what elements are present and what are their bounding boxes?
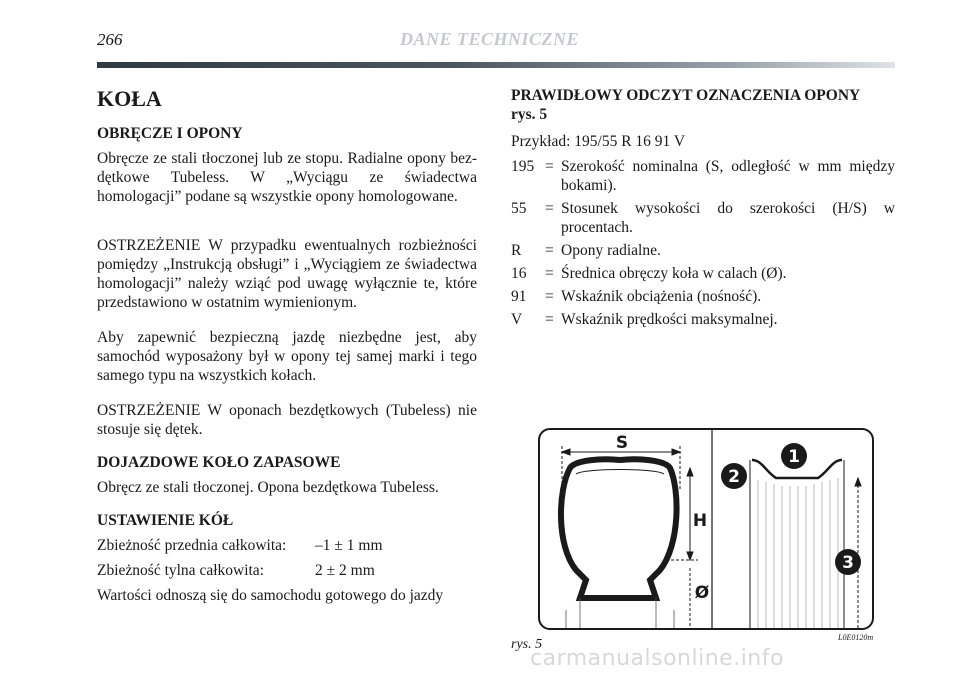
spare-wheel-paragraph: Obręcz ze stali tłoczonej. Opona bezdętkowa Tubeless. xyxy=(97,479,439,496)
header-rule xyxy=(97,62,895,68)
tyre-code-equals: = xyxy=(545,200,554,217)
tyre-code-key: V xyxy=(511,311,523,328)
tyre-code-equals: = xyxy=(545,288,554,305)
label-s: S xyxy=(615,433,629,453)
tyre-code-key: R xyxy=(511,242,522,259)
tyre-cross-section xyxy=(561,459,677,598)
badge-1 xyxy=(781,443,807,469)
tyre-code-row xyxy=(511,241,895,260)
badge-2-label: 2 xyxy=(728,467,740,487)
badge-3 xyxy=(835,549,861,575)
tyre-code-description: Szerokość nominalna (S, odległość w mm między bokami). xyxy=(561,158,895,194)
label-diameter: Ø xyxy=(694,583,710,603)
tyre-code-equals: = xyxy=(545,158,554,175)
tyre-code-list xyxy=(511,157,895,329)
tyre-example: Przykład: 195/55 R 16 91 V xyxy=(511,133,686,150)
rims-paragraph: Obręcze ze stali tłoczonej lub ze stopu. Radialne opony bez-dętkowe Tubeless. W „Wyciągu ze świadectwa homologacji” podane są wszystkie opony homologowane. xyxy=(97,150,477,205)
watermark: carmanualsonline.info xyxy=(530,646,784,671)
tyre-code-description: Wskaźnik prędkości maksymalnej. xyxy=(561,311,778,328)
tyre-code-key: 195 xyxy=(511,158,535,175)
page-number: 266 xyxy=(97,30,123,49)
tyre-code-description: Wskaźnik obciążenia (nośność). xyxy=(561,288,762,305)
tyre-code-description: Opony radialne. xyxy=(561,242,661,259)
rim-lines xyxy=(566,598,674,628)
tyre-code-equals: = xyxy=(545,265,554,282)
tyre-diagram xyxy=(538,428,874,630)
figure-caption: rys. 5 xyxy=(511,637,543,652)
tyre-code-description: Średnica obręczy koła w calach (Ø). xyxy=(561,265,787,282)
tyre-code-row xyxy=(511,157,895,195)
tyre-diagram-svg xyxy=(540,430,872,628)
rear-toe-label: Zbieżność tylna całkowita: xyxy=(97,562,264,579)
badge-1-label: 1 xyxy=(788,447,800,467)
tyre-code-key: 16 xyxy=(511,265,527,282)
badge-3-label: 3 xyxy=(842,553,854,573)
warning-paragraph-2: OSTRZEŻENIE W oponach bezdętkowych (Tubeless) nie stosuje się dętek. xyxy=(97,402,477,438)
tyre-marking-heading: PRAWIDŁOWY ODCZYT OZNACZENIA OPONY xyxy=(511,87,861,104)
rear-toe-value: 2 ± 2 mm xyxy=(315,562,375,579)
rims-heading: OBRĘCZE I OPONY xyxy=(97,125,243,142)
front-toe-row xyxy=(97,536,477,555)
front-toe-value: –1 ± 1 mm xyxy=(315,537,383,554)
right-column xyxy=(511,86,895,333)
tyre-code-row xyxy=(511,287,895,306)
alignment-note: Wartości odnoszą się do samochodu gotowego do jazdy xyxy=(97,587,444,604)
left-column xyxy=(97,86,477,605)
page-title: KOŁA xyxy=(97,86,162,111)
tyre-code-key: 91 xyxy=(511,288,527,305)
tyre-code-description: Stosunek wysokości do szerokości (H/S) w procentach. xyxy=(561,200,895,236)
tread-view xyxy=(750,460,844,628)
tyre-code-equals: = xyxy=(545,311,554,328)
tyre-code-equals: = xyxy=(545,242,554,259)
tyre-marking-fig-ref: rys. 5 xyxy=(511,106,548,123)
rear-toe-row xyxy=(97,561,477,580)
section-title: DANE TECHNICZNE xyxy=(400,29,580,49)
figure-code: L0E0120m xyxy=(838,633,874,642)
tyre-code-key: 55 xyxy=(511,200,527,217)
safety-paragraph: Aby zapewnić bezpieczną jazdę niezbędne jest, aby samochód wyposażony był w opony tej samej marki i tego samego typu na wszystkich kołach. xyxy=(97,329,477,384)
front-toe-label: Zbieżność przednia całkowita: xyxy=(97,537,287,554)
spare-wheel-heading: DOJAZDOWE KOŁO ZAPASOWE xyxy=(97,454,341,471)
label-h: H xyxy=(692,511,708,531)
warning-paragraph-1: OSTRZEŻENIE W przypadku ewentualnych rozbieżności pomiędzy „Instrukcją obsługi” i „Wyciągiem ze świadectwa homologacji” należy wziąć pod uwagę wyłącznie te, które przedstawiono w ostatnim wymienionym. xyxy=(97,237,477,311)
alignment-heading: USTAWIENIE KÓŁ xyxy=(97,512,234,529)
tyre-code-row xyxy=(511,264,895,283)
tyre-code-row xyxy=(511,199,895,237)
tyre-code-row xyxy=(511,310,895,329)
badge-2 xyxy=(721,463,747,489)
